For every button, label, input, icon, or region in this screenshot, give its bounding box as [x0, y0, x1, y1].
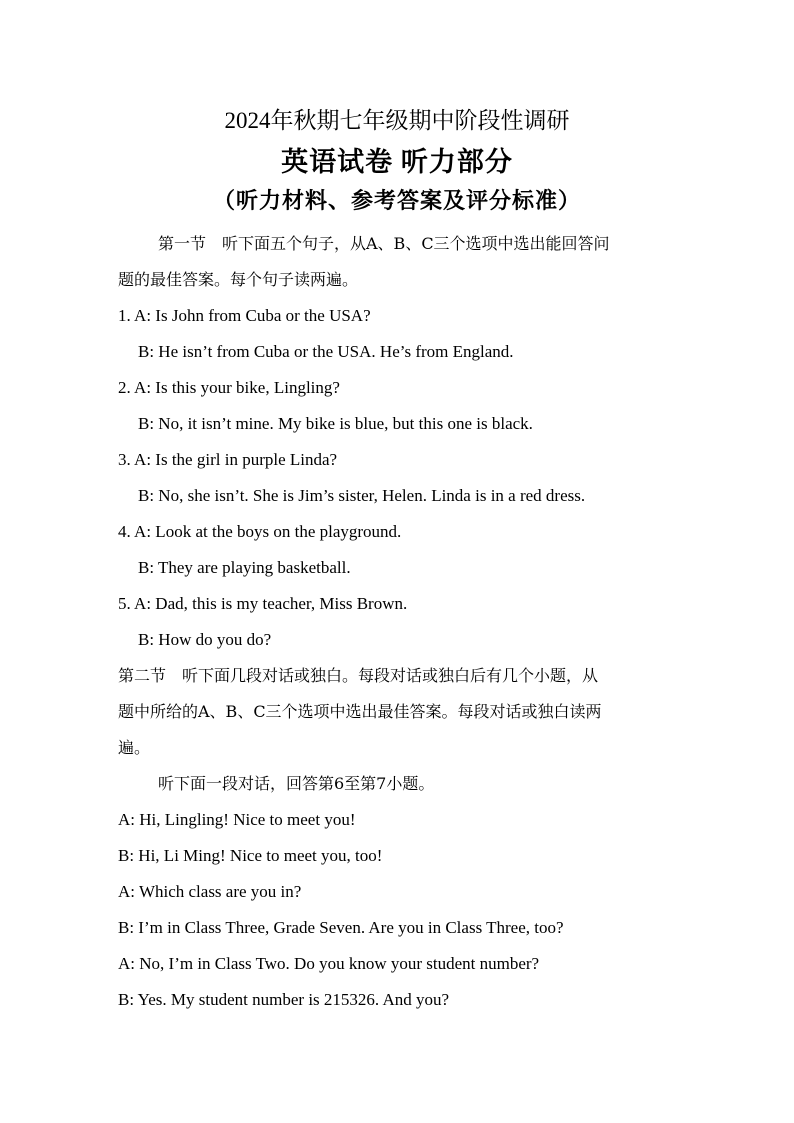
document-note: （听力材料、参考答案及评分标准） [212, 188, 581, 213]
question-2-a: 2. A: Is this your bike, Lingling? [118, 378, 340, 397]
question-3-b: B: No, she isn’t. She is Jim’s sister, Helen. Linda is in a red dress. [138, 486, 586, 505]
dialogue-line-5: A: No, I’m in Class Two. Do you know your student number? [118, 954, 540, 973]
dialogue-line-4: B: I’m in Class Three, Grade Seven. Are you in Class Three, too? [118, 918, 564, 937]
dialogue-line-1: A: Hi, Lingling! Nice to meet you! [118, 810, 356, 829]
question-2-b: B: No, it isn’t mine. My bike is blue, but this one is black. [138, 414, 533, 433]
question-4-a: 4. A: Look at the boys on the playground. [118, 522, 402, 541]
section2-instruction-line2: 题中所给的A、B、C三个选项中选出最佳答案。每段对话或独白读两 [118, 702, 602, 721]
question-5-b: B: How do you do? [138, 630, 272, 649]
question-1-b: B: He isn’t from Cuba or the USA. He’s from England. [138, 342, 514, 361]
section2-instruction-line3: 遍。 [118, 738, 151, 757]
section1-instruction-line2: 题的最佳答案。每个句子读两遍。 [118, 270, 359, 289]
dialogue-line-6: B: Yes. My student number is 215326. And you? [118, 990, 450, 1009]
question-3-a: 3. A: Is the girl in purple Linda? [118, 450, 338, 469]
section2-instruction-line1: 第二节 听下面几段对话或独白。每段对话或独白后有几个小题，从 [118, 666, 599, 685]
question-4-b: B: They are playing basketball. [138, 558, 351, 577]
question-5-a: 5. A: Dad, this is my teacher, Miss Brown. [118, 594, 408, 613]
dialogue-line-2: B: Hi, Li Ming! Nice to meet you, too! [118, 846, 383, 865]
question-1-a: 1. A: Is John from Cuba or the USA? [118, 306, 371, 325]
document-title: 2024年秋期七年级期中阶段性调研 [224, 108, 570, 133]
document-subtitle: 英语试卷 听力部分 [281, 147, 513, 177]
dialogue-intro: 听下面一段对话，回答第6至第7小题。 [158, 774, 435, 793]
section1-instruction-line1: 第一节 听下面五个句子，从A、B、C三个选项中选出能回答问 [158, 234, 610, 253]
dialogue-line-3: A: Which class are you in? [118, 882, 302, 901]
